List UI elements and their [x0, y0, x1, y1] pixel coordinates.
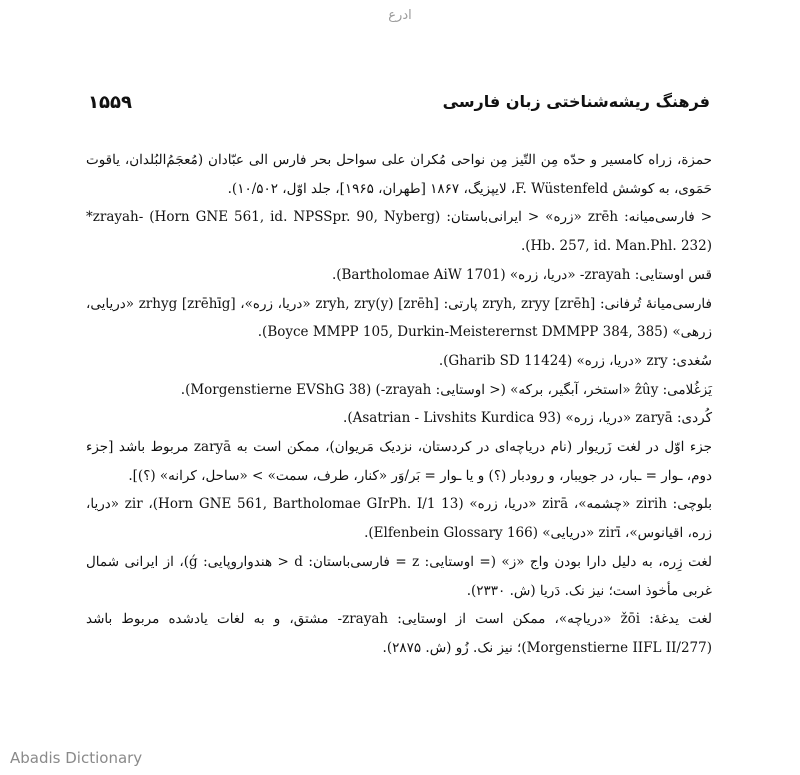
- entry-body: [86, 146, 712, 663]
- paragraph: فارسی‌میانهٔ تُرفانی: zryh, zryy [zrēh] پارتی: zryh, zry(y) [zrēh] «دریا، زره»، zrhyg [zrēhīg] «دریایی، زرهی» (Boyce MMPP 105, Durkin-Meisterernst DMMPP 384, 385).: [86, 295, 712, 341]
- paragraph: حمزة، زراه کامسیر و حدّه مِن التّیز مِن نواحی مُکران علی سواحل بحر فارس الی عبّادان (مُعجَمُ‌البُلدان، یاقوت حَمَوی، به کوشش F. Wüstenfeld، لایپزیگ، ۱۸۶۷ [طهران، ۱۹۶۵]، جلد اوّل، ۱۰/۵۰۲).: [86, 152, 712, 197]
- site-label: ادرع: [388, 8, 412, 23]
- paragraph: جزء اوّل در لغت زَریوار (نام دریاچه‌ای در کردستان، نزدیک مَریوان)، ممکن است به zaryā مربوط باشد [جزء دوم، ـوار = ـبار، در جویبار، و رودبار (؟) و یا ـوار = بَر/وَر «کنار، طرف، سمت» > «ساحل، کرانه» (؟)].: [86, 439, 712, 484]
- paragraph: بلوچی: zirih «چشمه»، zirā «دریا، زره» (Horn GNE 561, Bartholomae GIrPh. I/1 13)، zir «دریا، زره، اقیانوس»، zirī «دریایی» (Elfenbein Glossary 166).: [86, 496, 713, 542]
- page-title: فرهنگ ریشه‌شناختی زبان فارسی: [442, 92, 710, 111]
- paragraph: لغت یدغهٔ: žōi «دریاچه»، ممکن است از اوستایی: zrayah- مشتق، و به لغات یادشده مربوط باشد (Morgenstierne IIFL II/277)؛ نیز نک. زُو (ش. ۲۸۷۵).: [86, 611, 713, 656]
- watermark: Abadis Dictionary: [10, 749, 143, 767]
- paragraph: سُغدی: zry «دریا، زره» (Gharib SD 11424).: [438, 352, 712, 369]
- paragraph: کُردی: zaryā «دریا، زره» (Asatrian - Livshits Kurdica 93).: [343, 410, 712, 427]
- page-header: [88, 92, 710, 116]
- paragraph: < فارسی‌میانه: zrēh «زره» < ایرانی‌باستان: ‎*zrayah- (Horn GNE 561, id. NPSSpr. 90, Nyberg) (Hb. 257, id. Man.Phl. 232).: [86, 209, 712, 255]
- paragraph: قس اوستایی: zrayah- «دریا، زره» (Bartholomae AiW 1701).: [331, 266, 712, 283]
- page-number: ۱۵۵۹: [88, 92, 132, 113]
- paragraph: یَزغُلامی: ẑûy «استخر، آبگیر، برکه» (< اوستایی: zrayah-) (Morgenstierne EVShG 38).: [180, 381, 712, 398]
- paragraph: لغت زِره، به دلیل دارا بودن واج «ز» (= اوستایی: z = فارسی‌باستان: d < هندواروپایی: ǵ)، از ایرانی شمال غربی مأخوذ است؛ نیز نک. دَریا (ش. ۲۳۳۰).: [86, 553, 712, 599]
